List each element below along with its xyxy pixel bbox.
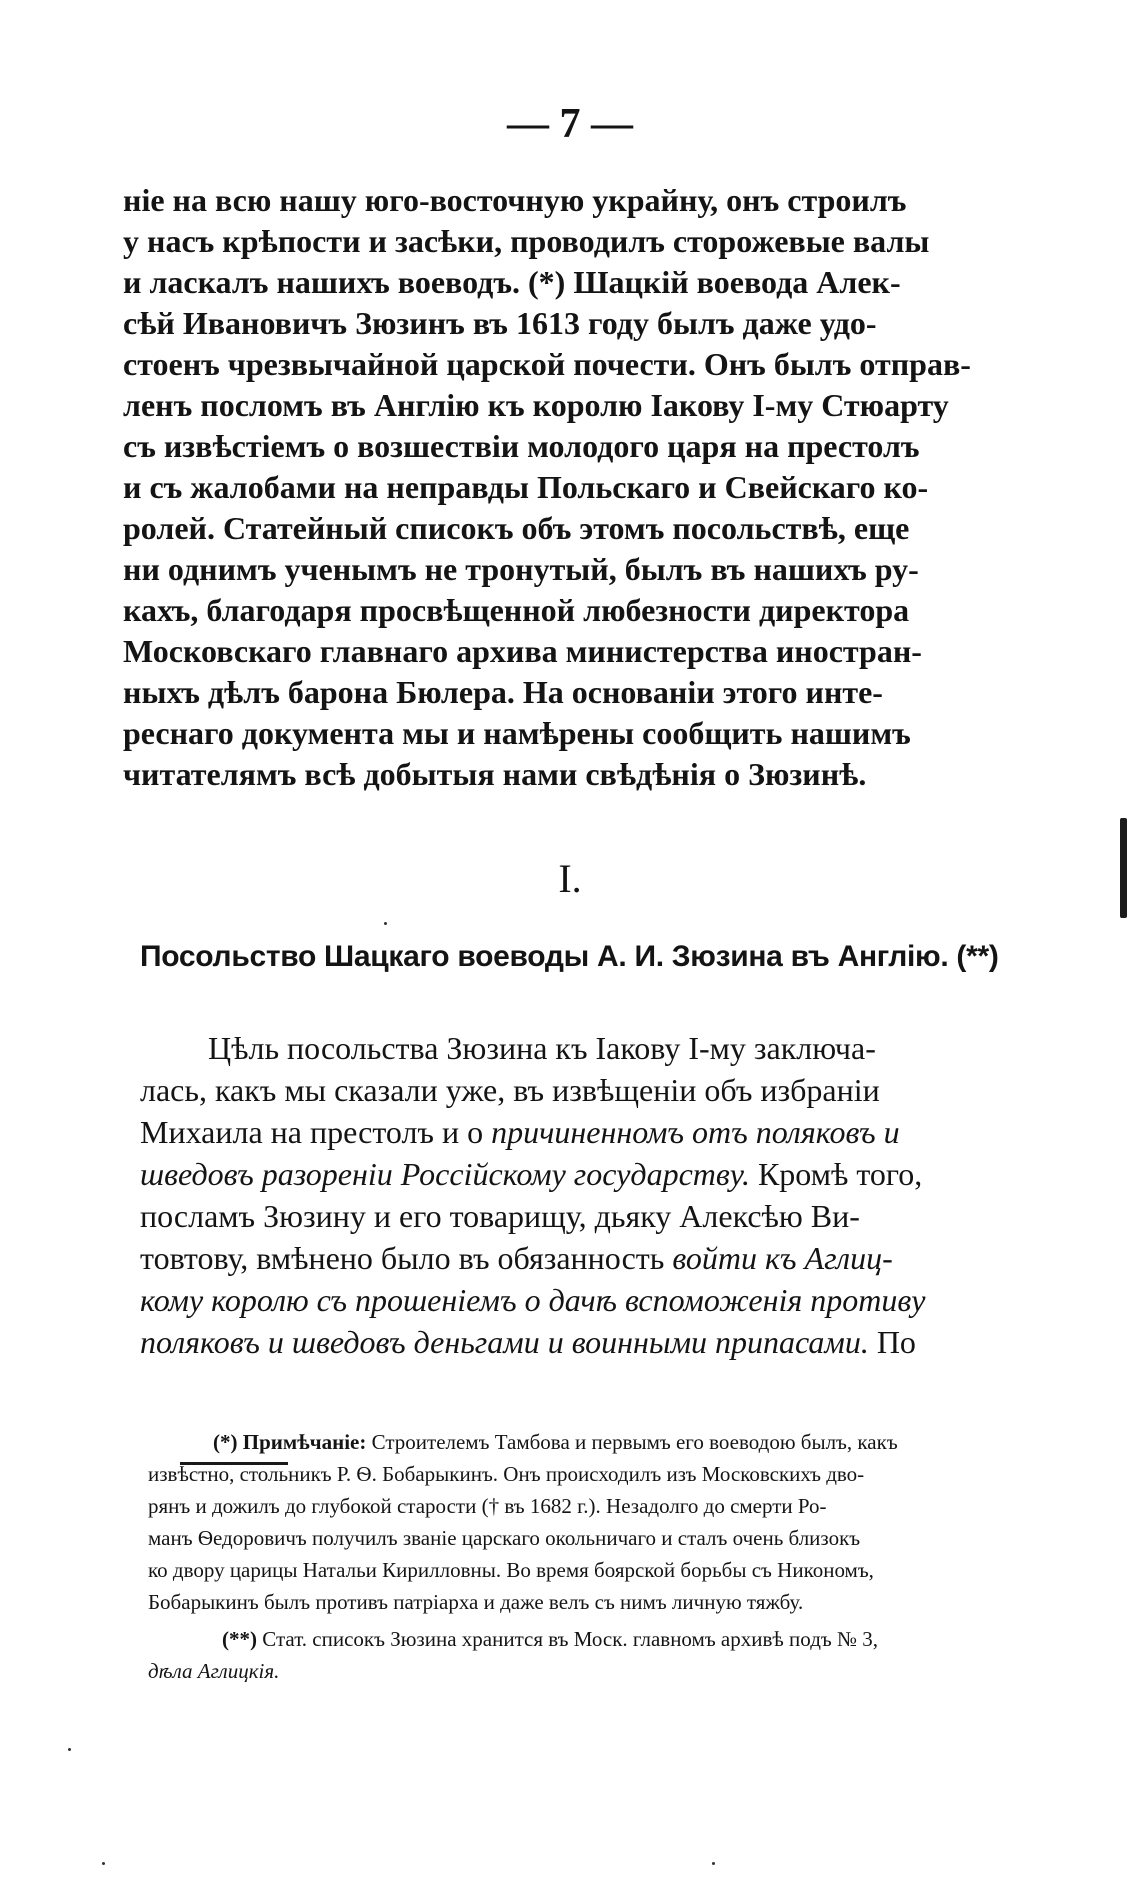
italic-text: поляковъ и шведовъ деньгами и воинными припасами. — [140, 1324, 869, 1360]
footnote-marker: (**) — [222, 1627, 257, 1651]
page-number: — 7 — — [507, 101, 633, 147]
text-line: сѣй Ивановичъ Зюзинъ въ 1613 году былъ даже удо- — [123, 305, 877, 341]
text-line: ніе на всю нашу юго-восточную украйну, онъ строилъ — [123, 182, 907, 218]
text-line: у насъ крѣпости и засѣки, проводилъ сторожевые валы — [123, 223, 930, 259]
footnote-text: Стат. списокъ Зюзина хранится въ Моск. главномъ архивѣ подъ № 3, — [257, 1627, 879, 1651]
text-line — [140, 1322, 916, 1364]
footnote-line — [222, 1625, 878, 1655]
text-line: ленъ посломъ въ Англію къ королю Іакову І-му Стюарту — [123, 387, 949, 423]
text-line: ни однимъ ученымъ не тронутый, былъ въ нашихъ ру- — [123, 551, 919, 587]
ink-speck — [384, 922, 387, 925]
text-line: и ласкалъ нашихъ воеводъ. (*) Шацкій воевода Алек- — [123, 264, 901, 300]
ink-speck — [712, 1862, 715, 1865]
text-line: и съ жалобами на неправды Польскаго и Свейскаго ко- — [123, 469, 929, 505]
text-line — [140, 1238, 893, 1280]
text-run: Михаила на престолъ и о — [140, 1114, 492, 1150]
text-run: По — [868, 1324, 916, 1360]
footnote-line: извѣстно, стольникъ Р. Ѳ. Бобарыкинъ. Онъ происходилъ изъ Московскихъ дво- — [148, 1462, 865, 1486]
text-line: стоенъ чрезвычайной царской почести. Онъ былъ отправ- — [123, 346, 971, 382]
text-line — [140, 1154, 922, 1196]
ink-speck — [102, 1862, 105, 1865]
text-line: реснаго документа мы и намѣрены сообщить нашимъ — [123, 715, 911, 751]
footnote-marker: (*) Примѣчаніе: — [213, 1430, 367, 1454]
text-line: лась, какъ мы сказали уже, въ извѣщеніи объ избраніи — [140, 1072, 880, 1108]
text-line: съ извѣстіемъ о возшествіи молодого царя на престолъ — [123, 428, 920, 464]
text-line: ныхъ дѣлъ барона Бюлера. На основаніи этого инте- — [123, 674, 883, 710]
section-title: Посольство Шацкаго воеводы А. И. Зюзина въ Англію. (**) — [140, 940, 999, 973]
text-line: кому королю съ прошеніемъ о дачѣ вспоможенія противу — [140, 1282, 926, 1318]
italic-text: войти къ Аглиц- — [672, 1240, 893, 1276]
text-run: товтову, вмѣнено было въ обязанность — [140, 1240, 673, 1276]
text-line — [140, 1112, 900, 1154]
text-line: ролей. Статейный списокъ объ этомъ посольствѣ, еще — [123, 510, 910, 546]
text-line: Цѣль посольства Зюзина къ Іакову І-му заключа- — [208, 1030, 876, 1066]
footnote-line: дѣла Аглицкія. — [148, 1659, 280, 1683]
footnote-line: манъ Ѳедоровичъ получилъ званіе царскаго окольничаго и сталъ очень близокъ — [148, 1526, 861, 1550]
text-line: кахъ, благодаря просвѣщенной любезности директора — [123, 592, 910, 628]
ink-speck — [68, 1748, 71, 1751]
text-line: Московскаго главнаго архива министерства иностран- — [123, 633, 922, 669]
footnote-line: ко двору царицы Натальи Кирилловны. Во время боярской борьбы съ Никономъ, — [148, 1558, 874, 1582]
footnote-line: Бобарыкинъ былъ противъ патріарха и даже велъ съ нимъ личную тяжбу. — [148, 1590, 804, 1614]
italic-text: шведовъ разореніи Россійскому государству. — [140, 1156, 750, 1192]
section-numeral: I. — [558, 856, 582, 901]
footnote-line: рянъ и дожилъ до глубокой старости († въ 1682 г.). Незадолго до смерти Ро- — [148, 1494, 827, 1518]
text-run: Кромѣ того, — [749, 1156, 923, 1192]
text-line: посламъ Зюзину и его товарищу, дьяку Алексѣю Ви- — [140, 1198, 860, 1234]
footnote-line — [213, 1428, 898, 1458]
footnote-text: Строителемъ Тамбова и первымъ его воеводою былъ, какъ — [366, 1430, 898, 1454]
text-line: читателямъ всѣ добытыя нами свѣдѣнія о Зюзинѣ. — [123, 756, 867, 792]
italic-text: причиненномъ отъ поляковъ и — [491, 1114, 900, 1150]
